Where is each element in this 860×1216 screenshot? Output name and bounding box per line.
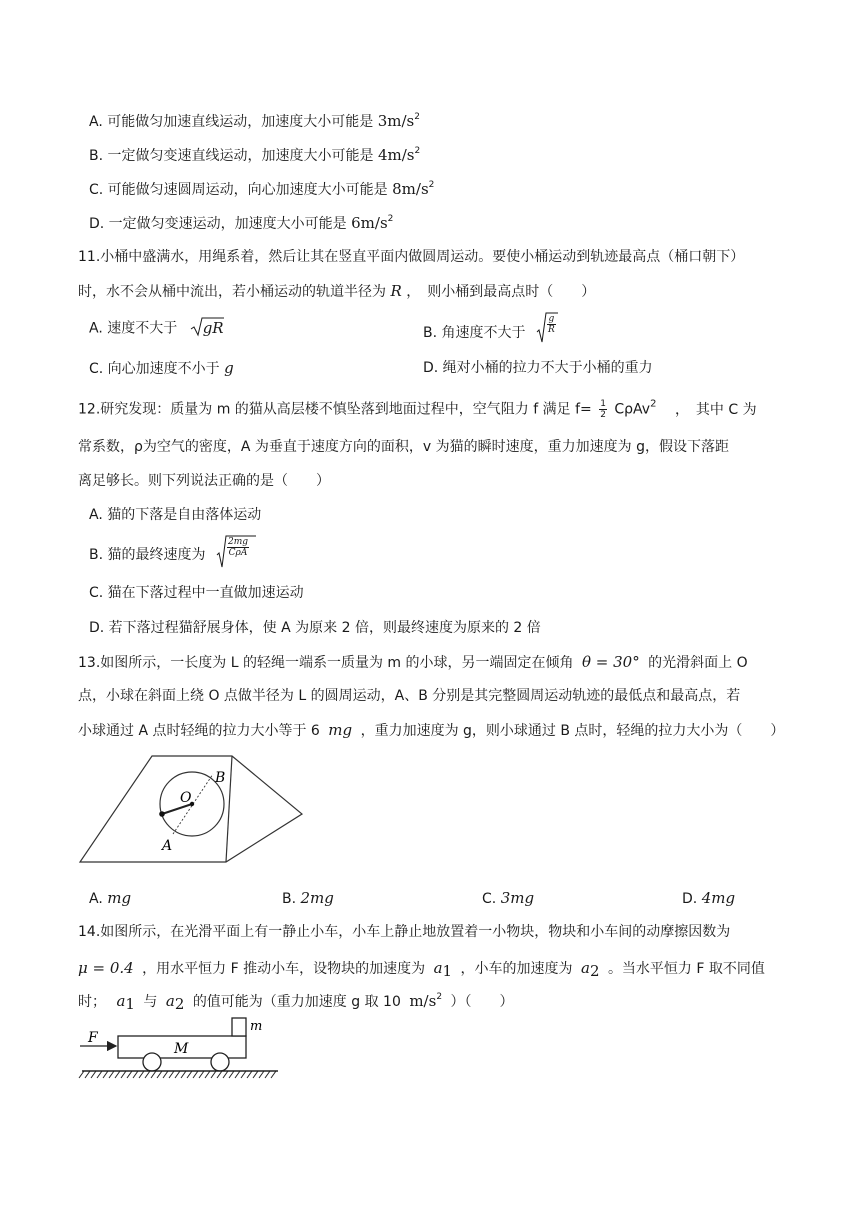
q14-stem-line3: [78, 991, 514, 1012]
wheel-right: [211, 1053, 229, 1071]
hatch-mark: [247, 1071, 252, 1078]
hatch-mark: [169, 1071, 174, 1078]
hatch-mark: [211, 1071, 216, 1078]
q12-option-d: D. 若下落过程猫舒展身体，使 A 为原来 2 倍，则最终速度为原来的 2 倍: [89, 620, 541, 636]
hatch-mark: [193, 1071, 198, 1078]
hatch-mark: [181, 1071, 186, 1078]
wheel-left: [143, 1053, 161, 1071]
q11-stem-line1: 11.小桶中盛满水，用绳系着，然后让其在竖直平面内做圆周运动。要使小桶运动到轨迹最高点（桶口朝下）: [78, 249, 745, 265]
hatch-mark: [109, 1071, 114, 1078]
math-mu: μ = 0.4: [78, 959, 134, 977]
math-theta: θ = 30°: [581, 653, 640, 671]
ground-hatch: [79, 1071, 276, 1078]
q12-stem-line2: 常系数，ρ为空气的密度，A 为垂直于速度方向的面积，v 为猫的瞬时速度，重力加速度为 g，假设下落距: [78, 439, 729, 455]
option-letter: A.: [89, 891, 103, 907]
hatch-mark: [91, 1071, 96, 1078]
hatch-mark: [199, 1071, 204, 1078]
hatch-mark: [253, 1071, 258, 1078]
stem-text: ， 则小桶到最高点时（ ）: [406, 284, 596, 300]
hatch-mark: [133, 1071, 138, 1078]
stem-text: ， 其中 C 为: [674, 401, 757, 418]
hatch-mark: [157, 1071, 162, 1078]
fraction: [227, 537, 249, 558]
denominator: R: [547, 325, 555, 335]
option-text: A. 可能做匀加速直线运动，加速度大小可能是: [89, 114, 374, 130]
stem-text: ）（ ）: [450, 994, 514, 1010]
hatch-mark: [121, 1071, 126, 1078]
hatch-mark: [241, 1071, 246, 1078]
incline-figure: [78, 752, 308, 872]
math-mg: mg: [328, 721, 353, 739]
option-value: 3mg: [500, 889, 535, 907]
q10-option-a: [89, 111, 420, 132]
stem-text: 小球通过 A 点时轻绳的拉力大小等于 6: [78, 723, 320, 739]
hatch-mark: [217, 1071, 222, 1078]
numerator: 1: [600, 399, 606, 409]
cart-figure: [78, 1014, 288, 1084]
label-M: M: [174, 1041, 189, 1057]
label-m: m: [250, 1019, 263, 1034]
stem-text: ，用水平恒力 F 推动小车，设物块的加速度为: [142, 961, 426, 977]
superscript: 2: [387, 214, 394, 224]
label-A: A: [162, 838, 173, 854]
hatch-mark: [85, 1071, 90, 1078]
option-value: 6m/s: [351, 214, 388, 232]
math-a1: a: [116, 992, 126, 1010]
hatch-mark: [229, 1071, 234, 1078]
q10-option-b: [89, 145, 420, 166]
q13-stem-line2: 点，小球在斜面上绕 O 点做半径为 L 的圆周运动，A、B 分别是其完整圆周运动轨迹的最低点和最高点，若: [78, 688, 741, 704]
sqrt-content: gR: [202, 319, 224, 337]
stem-text: 时；: [78, 994, 106, 1010]
label-O: O: [180, 790, 192, 806]
hatch-mark: [145, 1071, 150, 1078]
q12-stem-line1: [78, 399, 757, 420]
option-text: A. 速度不大于: [89, 320, 178, 337]
stem-text: 12.研究发现：质量为 m 的猫从高层楼不慎坠落到地面过程中，空气阻力 f 满足 f=: [78, 401, 592, 418]
fraction-half: [599, 399, 607, 420]
hatch-mark: [187, 1071, 192, 1078]
q12-option-a: A. 猫的下落是自由落体运动: [89, 507, 262, 523]
hatch-mark: [265, 1071, 270, 1078]
q13-option-c: [482, 888, 534, 909]
stem-text: 13.如图所示，一长度为 L 的轻绳一端系一质量为 m 的小球，另一端固定在倾角: [78, 655, 574, 671]
hatch-mark: [139, 1071, 144, 1078]
stem-text: ，重力加速度为 g，则小球通过 B 点时，轻绳的拉力大小为（ ）: [360, 723, 785, 739]
q13-stem-line1: [78, 652, 748, 673]
hatch-mark: [223, 1071, 228, 1078]
denominator: CρA: [228, 548, 248, 558]
q11-stem-line2: [78, 281, 595, 302]
ball-dot: [159, 811, 165, 817]
hatch-mark: [175, 1071, 180, 1078]
denominator: 2: [600, 410, 606, 420]
q12-stem-line3: 离足够长。则下列说法正确的是（ ）: [78, 473, 330, 489]
option-text: C. 向心加速度不小于: [89, 361, 220, 377]
hatch-mark: [205, 1071, 210, 1078]
block-m: [232, 1018, 246, 1036]
superscript: 2: [414, 146, 421, 156]
q12-option-b: [89, 537, 252, 567]
math-a2: a: [580, 959, 590, 977]
hatch-mark: [127, 1071, 132, 1078]
subscript: 1: [125, 995, 135, 1013]
numerator: g: [548, 314, 555, 324]
option-text: B. 猫的最终速度为: [89, 547, 206, 563]
label-F: F: [88, 1030, 98, 1046]
option-letter: D.: [682, 891, 698, 907]
superscript: 2: [428, 180, 435, 190]
stem-text: 的光滑斜面上 O: [648, 655, 748, 671]
sqrt-symbol: [190, 318, 224, 339]
q10-option-d: [89, 213, 393, 234]
math-a2: a: [165, 992, 175, 1010]
stem-text: 时，水不会从桶中流出，若小桶运动的轨道半径为: [78, 284, 386, 300]
math-a1: a: [433, 959, 443, 977]
formula-text: CρAv: [614, 401, 651, 418]
label-B: B: [215, 770, 226, 786]
sqrt-icon: [190, 316, 224, 338]
subscript: 2: [174, 995, 185, 1013]
q13-option-b: [282, 888, 334, 909]
option-value: 3m/s: [377, 112, 415, 130]
option-text: D. 一定做匀变速运动，加速度大小可能是: [89, 216, 347, 232]
q11-option-c: [89, 358, 234, 379]
math-R: R: [390, 282, 402, 300]
fraction: [547, 314, 556, 335]
q14-stem-line2: [78, 958, 765, 979]
superscript: 2: [436, 992, 443, 1002]
option-value: mg: [107, 889, 132, 907]
hatch-mark: [97, 1071, 102, 1078]
hatch-mark: [271, 1071, 276, 1078]
hatch-mark: [259, 1071, 264, 1078]
subscript: 1: [442, 962, 453, 980]
option-value: 4mg: [701, 889, 736, 907]
q13-option-d: [682, 888, 735, 909]
option-text: B. 角速度不大于: [423, 325, 526, 341]
option-letter: C.: [482, 891, 497, 907]
q11-option-b: [423, 314, 558, 348]
numerator: 2mg: [227, 537, 248, 547]
superscript: 2: [414, 112, 420, 122]
subscript: 2: [589, 962, 600, 980]
q11-option-d: D. 绳对小桶的拉力不大于小桶的重力: [423, 360, 653, 376]
hatch-mark: [103, 1071, 108, 1078]
q13-stem-line3: [78, 720, 784, 741]
stem-text: 。当水平恒力 F 取不同值: [607, 961, 765, 977]
q14-stem-line1: 14.如图所示，在光滑平面上有一静止小车，小车上静止地放置着一小物块，物块和小车间的动摩擦因数为: [78, 924, 731, 940]
option-value: 2mg: [300, 889, 334, 907]
stem-text: 与: [143, 994, 158, 1010]
option-text: B. 一定做匀变速直线运动，加速度大小可能是: [89, 148, 374, 164]
sqrt-symbol: [216, 537, 252, 567]
option-letter: B.: [282, 891, 297, 907]
stem-text: 的值可能为（重力加速度 g 取 10: [192, 994, 401, 1010]
math-g: g: [224, 359, 234, 377]
option-value: 4m/s: [377, 146, 415, 164]
q12-option-c: C. 猫在下落过程中一直做加速运动: [89, 585, 304, 601]
superscript: 2: [650, 398, 657, 410]
unit-text: m/s: [409, 992, 437, 1010]
q10-option-c: [89, 179, 434, 200]
sqrt-symbol: [536, 314, 558, 348]
hatch-mark: [151, 1071, 156, 1078]
hatch-mark: [79, 1071, 84, 1078]
option-value: 8m/s: [392, 180, 429, 198]
q13-option-a: [89, 888, 131, 909]
hatch-mark: [115, 1071, 120, 1078]
option-text: C. 可能做匀速圆周运动，向心加速度大小可能是: [89, 182, 388, 198]
hatch-mark: [235, 1071, 240, 1078]
stem-text: ，小车的加速度为: [460, 961, 573, 977]
q11-option-a: [89, 318, 224, 339]
hatch-mark: [163, 1071, 168, 1078]
